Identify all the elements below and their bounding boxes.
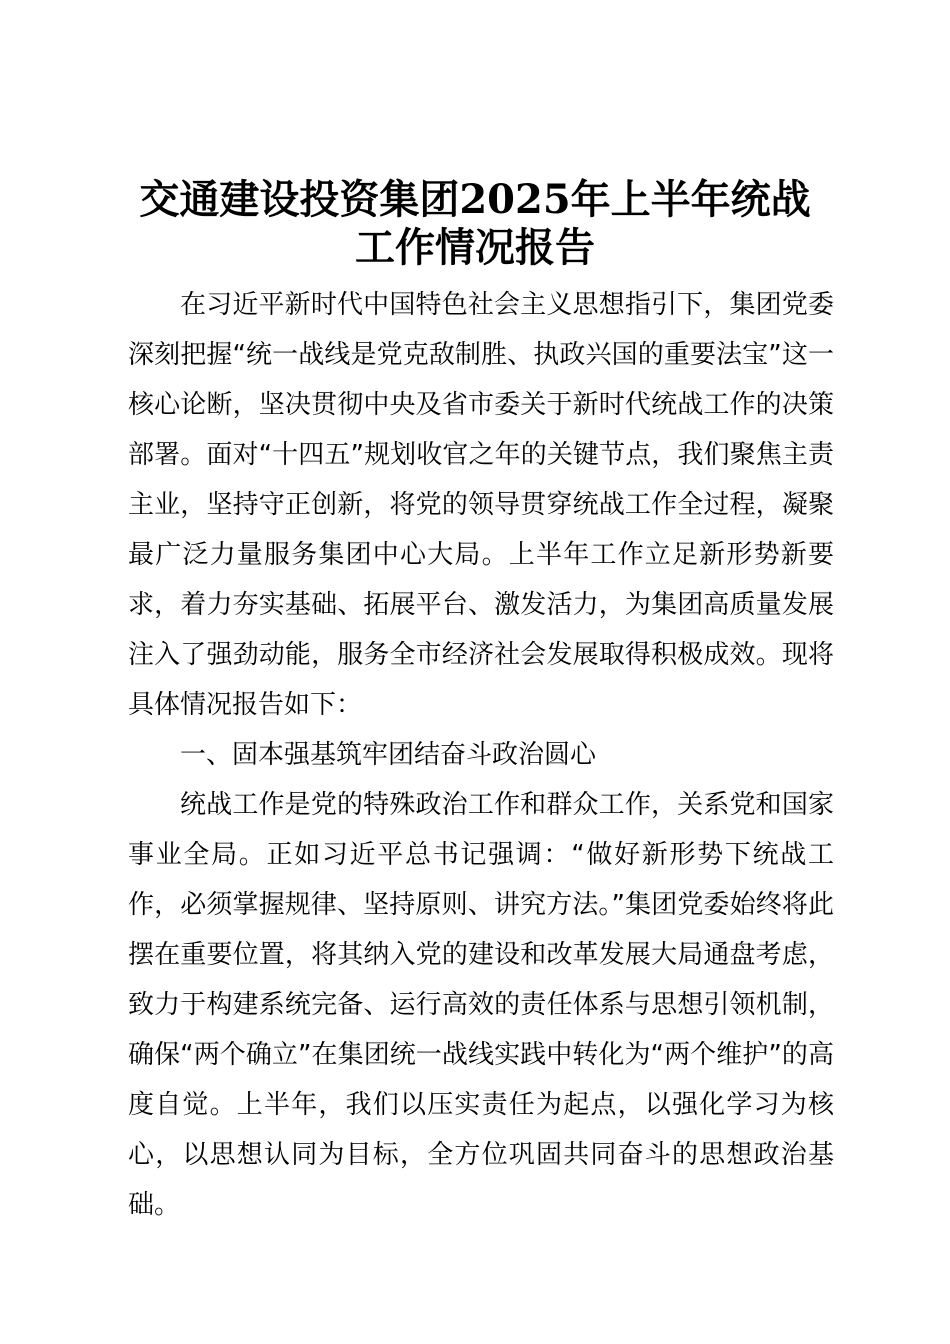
section-paragraph: 统战工作是党的特殊政治工作和群众工作，关系党和国家事业全局。正如习近平总书记强调：“做好新形势下统战工作，必须掌握规律、坚持原则、讲究方法。”集团党委始终将此摆在重要位置，将其纳入党的建设和改革发展大局通盘考虑，致力于构建系统完备、运行高效的责任体系与思想引领机制，确保“两个确立”在集团统一战线实践中转化为“两个维护”的高度自觉。上半年，我们以压实责任为起点，以强化学习为核心，以思想认同为目标，全方位巩固共同奋斗的思想政治基础。	[128, 790, 834, 1220]
document-body	[128, 280, 834, 1230]
intro-paragraph: 在习近平新时代中国特色社会主义思想指引下，集团党委深刻把握“统一战线是党克敌制胜、执政兴国的重要法宝”这一核心论断，坚决贯彻中央及省市委关于新时代统战工作的决策部署。面对“十四五”规划收官之年的关键节点，我们聚焦主责主业，坚持守正创新，将党的领导贯穿统战工作全过程，凝聚最广泛力量服务集团中心大局。上半年工作立足新形势新要求，着力夯实基础、拓展平台、激发活力，为集团高质量发展注入了强劲动能，服务全市经济社会发展取得积极成效。现将具体情况报告如下：	[128, 290, 834, 720]
title-line-1: 交通建设投资集团2025年上半年统战	[139, 176, 811, 223]
title-line-2: 工作情况报告	[355, 224, 595, 271]
document-title	[100, 176, 850, 272]
section-heading: 一、固本强基筑牢团结奋斗政治圆心	[180, 740, 597, 770]
